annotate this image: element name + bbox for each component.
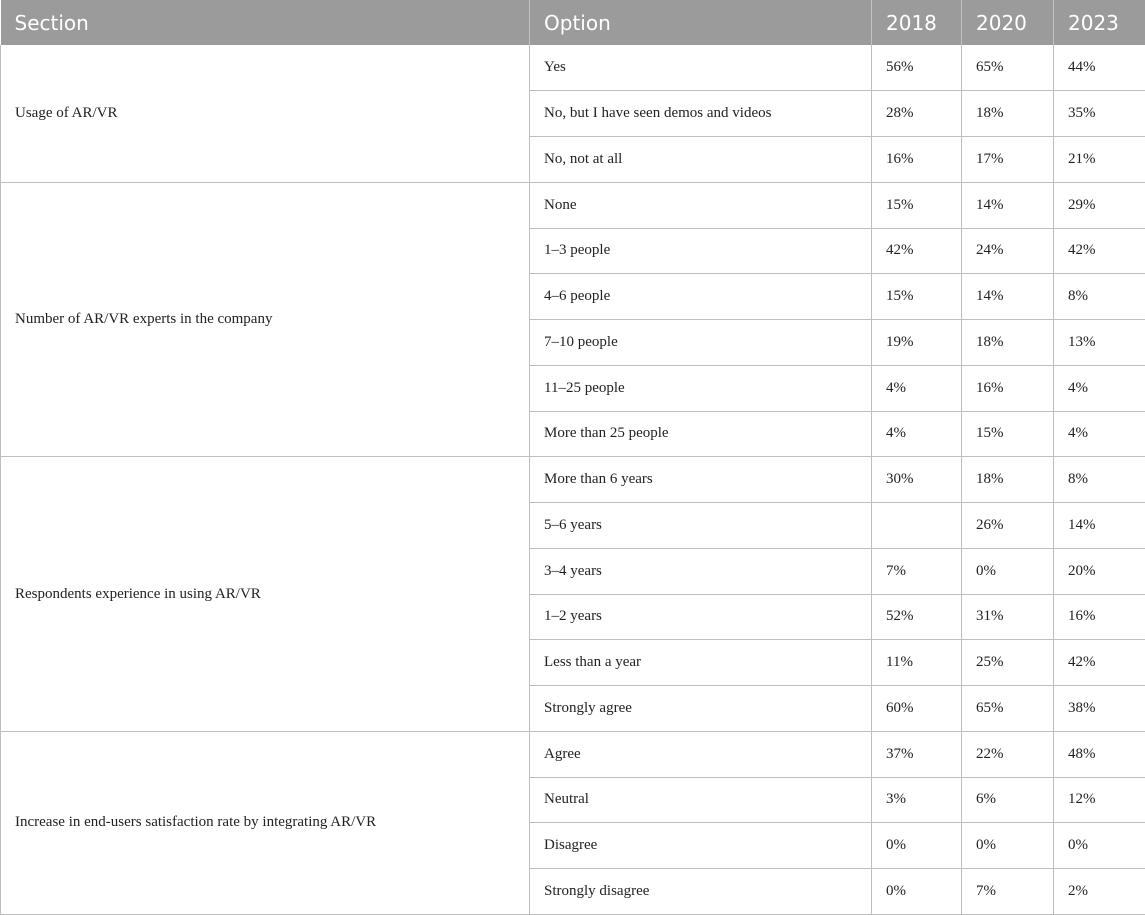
value-2018-cell: 11%: [872, 640, 962, 686]
value-2023-cell: 35%: [1054, 91, 1145, 137]
value-2023-cell: 42%: [1054, 228, 1145, 274]
value-2020-cell: 22%: [962, 731, 1054, 777]
value-2018-cell: 28%: [872, 91, 962, 137]
value-2018-cell: 16%: [872, 137, 962, 183]
option-cell: None: [530, 182, 872, 228]
value-2020-cell: 16%: [962, 365, 1054, 411]
option-cell: 1–2 years: [530, 594, 872, 640]
value-2023-cell: 8%: [1054, 457, 1145, 503]
value-2020-cell: 7%: [962, 869, 1054, 915]
option-cell: 5–6 years: [530, 503, 872, 549]
value-2018-cell: 3%: [872, 777, 962, 823]
value-2020-cell: 18%: [962, 457, 1054, 503]
value-2023-cell: 8%: [1054, 274, 1145, 320]
value-2023-cell: 20%: [1054, 548, 1145, 594]
option-cell: No, but I have seen demos and videos: [530, 91, 872, 137]
header-option: Option: [530, 0, 872, 45]
table-header: [1, 0, 1145, 45]
section-label: Respondents experience in using AR/VR: [1, 457, 530, 732]
value-2018-cell: 4%: [872, 411, 962, 457]
option-cell: Strongly agree: [530, 686, 872, 732]
value-2020-cell: 14%: [962, 182, 1054, 228]
value-2018-cell: [872, 503, 962, 549]
header-row: [1, 0, 1145, 45]
header-year-2020: 2020: [962, 0, 1054, 45]
header-section: Section: [1, 0, 530, 45]
value-2020-cell: 18%: [962, 320, 1054, 366]
value-2023-cell: 12%: [1054, 777, 1145, 823]
value-2018-cell: 30%: [872, 457, 962, 503]
option-cell: Yes: [530, 45, 872, 91]
option-cell: No, not at all: [530, 137, 872, 183]
value-2020-cell: 65%: [962, 45, 1054, 91]
value-2023-cell: 4%: [1054, 411, 1145, 457]
value-2023-cell: 4%: [1054, 365, 1145, 411]
option-cell: Disagree: [530, 823, 872, 869]
value-2018-cell: 56%: [872, 45, 962, 91]
value-2018-cell: 15%: [872, 182, 962, 228]
value-2023-cell: 48%: [1054, 731, 1145, 777]
value-2020-cell: 26%: [962, 503, 1054, 549]
option-cell: 11–25 people: [530, 365, 872, 411]
value-2020-cell: 18%: [962, 91, 1054, 137]
value-2023-cell: 29%: [1054, 182, 1145, 228]
option-cell: Strongly disagree: [530, 869, 872, 915]
option-cell: Neutral: [530, 777, 872, 823]
value-2018-cell: 37%: [872, 731, 962, 777]
value-2023-cell: 38%: [1054, 686, 1145, 732]
value-2020-cell: 25%: [962, 640, 1054, 686]
value-2020-cell: 0%: [962, 548, 1054, 594]
value-2020-cell: 24%: [962, 228, 1054, 274]
section-label: Increase in end-users satisfaction rate by integrating AR/VR: [1, 731, 530, 914]
value-2023-cell: 42%: [1054, 640, 1145, 686]
value-2018-cell: 7%: [872, 548, 962, 594]
option-cell: 7–10 people: [530, 320, 872, 366]
value-2020-cell: 17%: [962, 137, 1054, 183]
value-2018-cell: 0%: [872, 823, 962, 869]
table-row: [1, 457, 1145, 503]
option-cell: 4–6 people: [530, 274, 872, 320]
value-2023-cell: 0%: [1054, 823, 1145, 869]
option-cell: More than 6 years: [530, 457, 872, 503]
option-cell: Less than a year: [530, 640, 872, 686]
value-2023-cell: 13%: [1054, 320, 1145, 366]
value-2018-cell: 0%: [872, 869, 962, 915]
section-label: Number of AR/VR experts in the company: [1, 182, 530, 457]
header-year-2023: 2023: [1054, 0, 1145, 45]
option-cell: 1–3 people: [530, 228, 872, 274]
option-cell: More than 25 people: [530, 411, 872, 457]
value-2020-cell: 6%: [962, 777, 1054, 823]
header-year-2018: 2018: [872, 0, 962, 45]
table-row: [1, 45, 1145, 91]
option-cell: Agree: [530, 731, 872, 777]
value-2023-cell: 21%: [1054, 137, 1145, 183]
table-row: [1, 731, 1145, 777]
value-2018-cell: 19%: [872, 320, 962, 366]
value-2018-cell: 15%: [872, 274, 962, 320]
value-2018-cell: 52%: [872, 594, 962, 640]
value-2018-cell: 42%: [872, 228, 962, 274]
value-2020-cell: 0%: [962, 823, 1054, 869]
value-2020-cell: 14%: [962, 274, 1054, 320]
table-body: [1, 45, 1145, 914]
value-2018-cell: 60%: [872, 686, 962, 732]
option-cell: 3–4 years: [530, 548, 872, 594]
section-label: Usage of AR/VR: [1, 45, 530, 182]
value-2020-cell: 15%: [962, 411, 1054, 457]
value-2023-cell: 44%: [1054, 45, 1145, 91]
table-row: [1, 182, 1145, 228]
value-2018-cell: 4%: [872, 365, 962, 411]
value-2023-cell: 16%: [1054, 594, 1145, 640]
value-2023-cell: 14%: [1054, 503, 1145, 549]
value-2020-cell: 31%: [962, 594, 1054, 640]
value-2020-cell: 65%: [962, 686, 1054, 732]
value-2023-cell: 2%: [1054, 869, 1145, 915]
